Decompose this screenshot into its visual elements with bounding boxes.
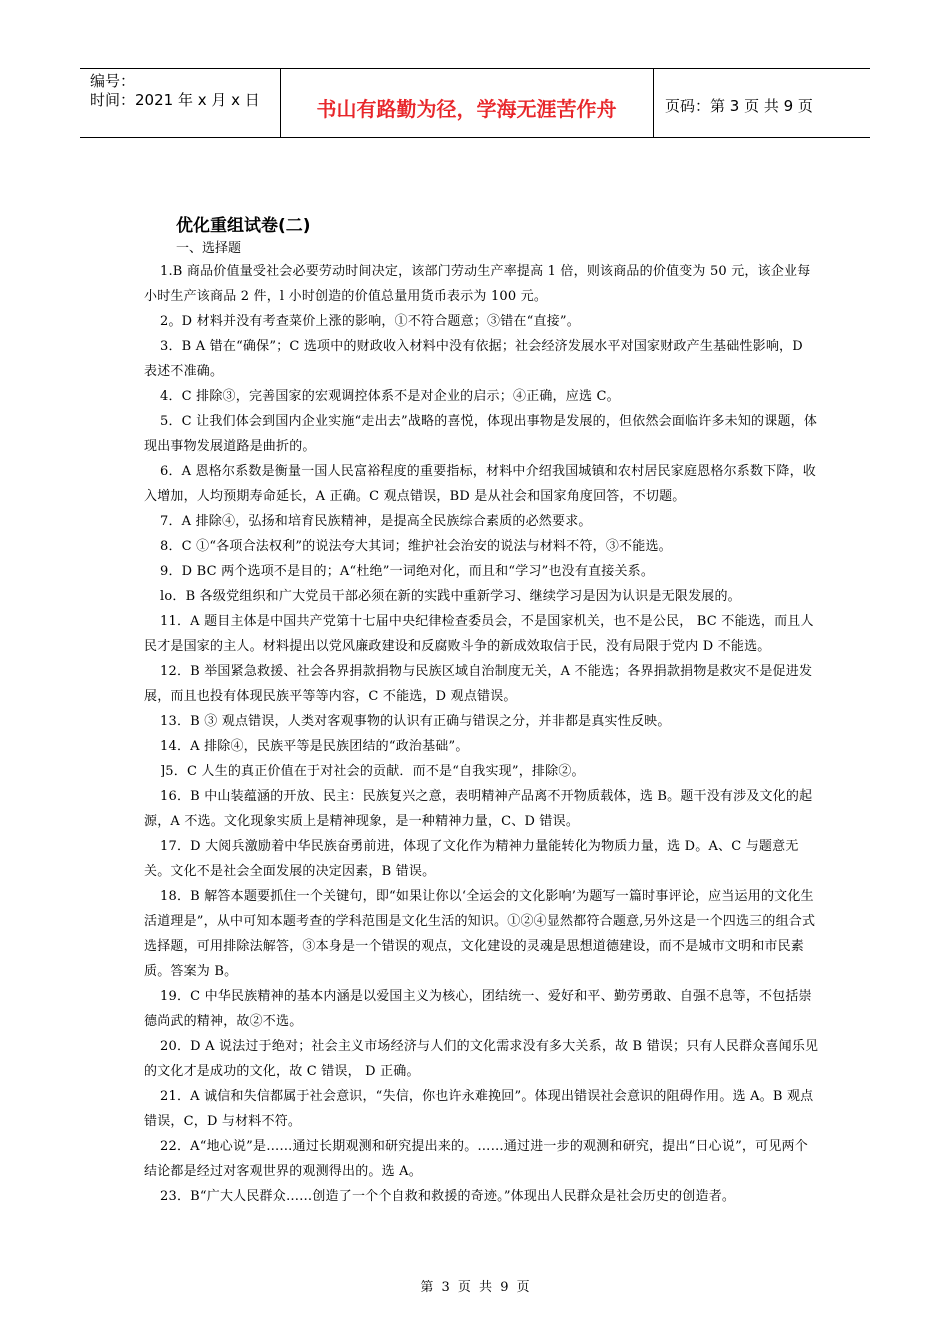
header-page-label: 页码：第 3 页 共 9 页	[665, 97, 813, 115]
answer-item: 13．B ③ 观点错误，人类对客观事物的认识有正确与错误之分，并非都是真实性反映。	[160, 714, 671, 729]
answer-item: 3．B A 错在“确保”；C 选项中的财政收入材料中没有依据；社会经济发展水平对国家财政产生基础性影响，D 表述不准确。	[144, 339, 803, 379]
answer-item: 19．C 中华民族精神的基本内涵是以爱国主义为核心，团结统一、爱好和平、勤劳勇敢、自强不息等，不包括崇德尚武的精神，故②不选。	[144, 989, 812, 1029]
answer-item: 18．B 解答本题要抓住一个关键句，即“如果让你以‘全运会的文化影响’为题写一篇时事评论，应当运用的文化生活道理是”，从中可知本题考查的学科范围是文化生活的知识。①②④显然都符合题意,另外这是一个四选三的组合式选择题，可用排除法解答，③本身是一个错误的观点，文化建设的灵魂是思想道德建设，而不是城市文明和市民素质。答案为 B。	[144, 889, 816, 979]
header-motto: 书山有路勤为径，学海无涯苦作舟	[316, 97, 617, 121]
answer-item: 5．C 让我们体会到国内企业实施“走出去”战略的喜悦，体现出事物是发展的，但依然会面临许多未知的课题，体现出事物发展道路是曲折的。	[144, 414, 818, 454]
answer-list	[144, 259, 820, 1209]
answer-item: 7．A 排除④，弘扬和培育民族精神，是提高全民族综合素质的必然要求。	[160, 514, 592, 529]
answer-item: 14．A 排除④，民族平等是民族团结的“政治基础”。	[160, 739, 469, 754]
header-motto-cell	[280, 69, 654, 137]
header-number-label: 编号：	[90, 72, 136, 90]
header-time-label: 时间：2021 年 x 月 x 日	[90, 91, 260, 109]
answer-item: 21．A 诚信和失信都属于社会意识，“失信，你也许永难挽回”。体现出错误社会意识的阻碍作用。选 A。B 观点错误，C，D 与材料不符。	[144, 1089, 814, 1129]
header-info-cell	[80, 69, 281, 137]
page-footer: 第 3 页 共 9 页	[420, 1280, 530, 1295]
answer-item: lo．B 各级党组织和广大党员干部必须在新的实践中重新学习、继续学习是因为认识是无限发展的。	[160, 589, 741, 604]
answer-item: ]5．C 人生的真正价值在于对社会的贡献．而不是“自我实现”，排除②。	[160, 764, 585, 779]
answer-item: 8．C ①“各项合法权利”的说法夸大其词；维护社会治安的说法与材料不符，③不能选。	[160, 539, 672, 554]
answer-item: 2。D 材料并没有考查菜价上涨的影响，①不符合题意；③错在“直接”。	[160, 314, 580, 329]
page-header	[80, 68, 870, 138]
document-title: 优化重组试卷(二)	[176, 216, 311, 236]
answer-item: 17．D 大阅兵激励着中华民族奋勇前进，体现了文化作为精神力量能转化为物质力量，选 D。A、C 与题意无关。文化不是社会全面发展的决定因素，B 错误。	[144, 839, 799, 879]
answer-item: 4．C 排除③，完善国家的宏观调控体系不是对企业的启示；④正确，应选 C。	[160, 389, 620, 404]
section-heading: 一、选择题	[176, 241, 242, 256]
answer-item: 16．B 中山装蕴涵的开放、民主：民族复兴之意，表明精神产品离不开物质载体，选 B。题干没有涉及文化的起源，A 不选。文化现象实质上是精神现象，是一种精神力量，C、D 错误。	[144, 789, 813, 829]
answer-item: 12．B 举国紧急救援、社会各界捐款捐物与民族区域自治制度无关，A 不能选；各界捐款捐物是救灾不是促进发展，而且也投有体现民族平等等内容，C 不能选，D 观点错误。	[144, 664, 813, 704]
header-page-cell	[653, 69, 870, 137]
answer-item: 1.B 商品价值量受社会必要劳动时间决定，该部门劳动生产率提高 1 倍，则该商品的价值变为 50 元，该企业每小时生产该商品 2 件，l 小时创造的价值总量用货币表示为 100 元。	[144, 264, 811, 304]
answer-item: 22．A“地心说”是……通过长期观测和研究提出来的。……通过进一步的观测和研究，提出“日心说”，可见两个结论都是经过对客观世界的观测得出的。选 A。	[144, 1139, 808, 1179]
answer-item: 11．A 题目主体是中国共产党第十七届中央纪律检查委员会，不是国家机关，也不是公民， BC 不能选，而且人民才是国家的主人。材料提出以党风廉政建设和反腐败斗争的新成效取信于民，没有局限于党内 D 不能选。	[144, 614, 814, 654]
answer-item: 6．A 恩格尔系数是衡量一国人民富裕程度的重要指标，材料中介绍我国城镇和农村居民家庭恩格尔系数下降，收入增加，人均预期寿命延长，A 正确。C 观点错误，BD 是从社会和国家角度回答，不切题。	[144, 464, 816, 504]
answer-item: 20．D A 说法过于绝对；社会主义市场经济与人们的文化需求没有多大关系，故 B 错误；只有人民群众喜闻乐见的文化才是成功的文化，故 C 错误， D 正确。	[144, 1039, 819, 1079]
answer-item: 23．B“广大人民群众……创造了一个个自救和救援的奇迹。”体现出人民群众是社会历史的创造者。	[160, 1189, 736, 1204]
answer-item: 9．D BC 两个选项不是目的；A“杜绝”一词绝对化，而且和“学习”也没有直接关系。	[160, 564, 655, 579]
